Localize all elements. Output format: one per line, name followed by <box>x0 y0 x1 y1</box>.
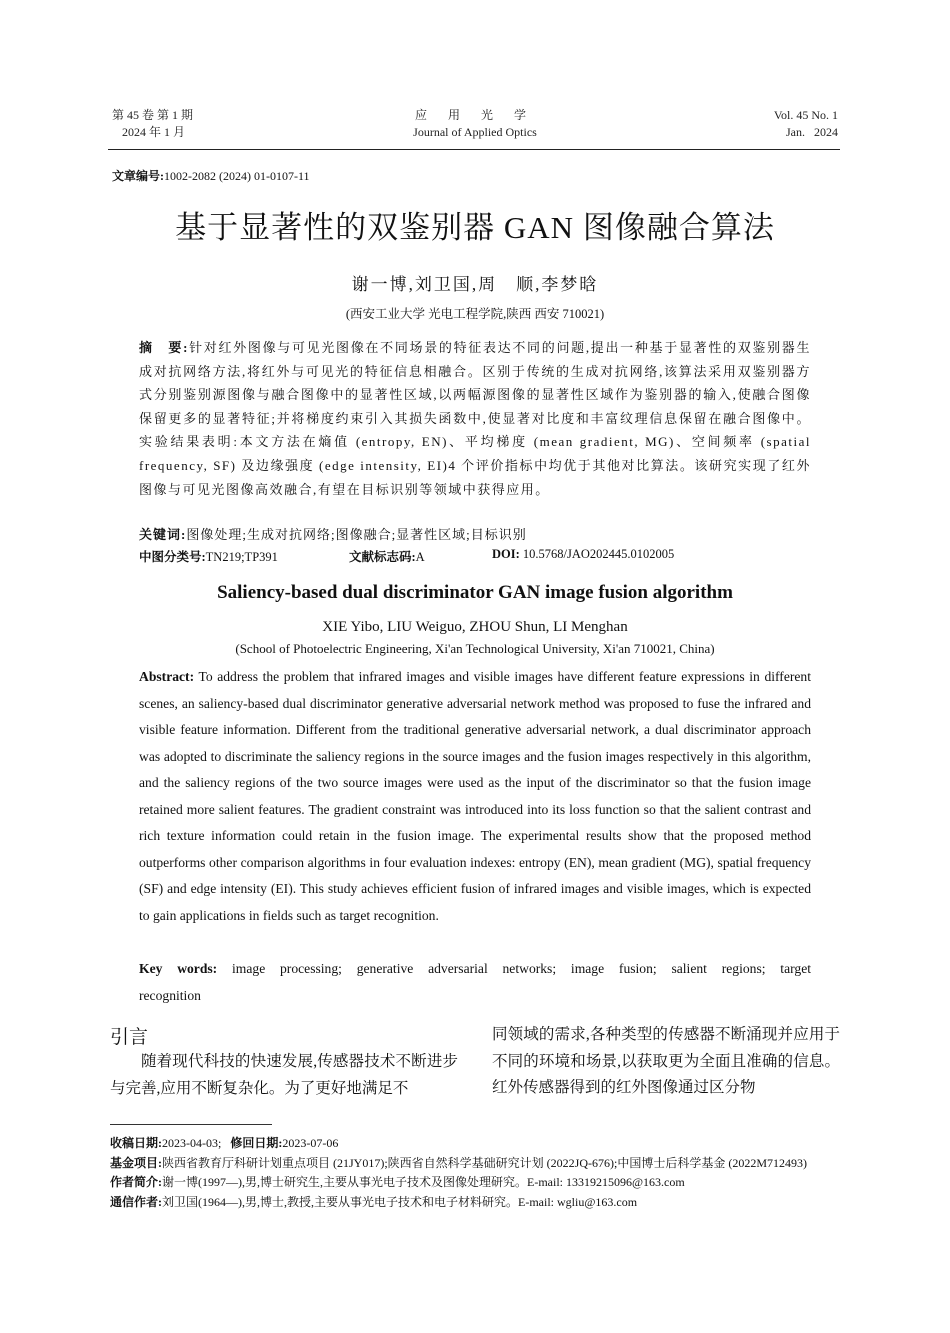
section-title-intro: 引言 <box>110 1026 149 1048</box>
doc-code-value: A <box>415 550 425 564</box>
revised-value: 2023-07-06 <box>282 1136 339 1150</box>
keywords-en-label: Key words: <box>139 961 218 976</box>
doc-code-label: 文献标志码: <box>349 550 416 564</box>
keywords-cn-text: 图像处理;生成对抗网络;图像融合;显著性区域;目标识别 <box>186 527 527 542</box>
article-number-label: 文章编号: <box>112 169 164 183</box>
abstract-cn-text: 针对红外图像与可见光图像在不同场景的特征表达不同的问题,提出一种基于显著性的双鉴别器生成对抗网络方法,将红外与可见光的特征信息相融合。区别于传统的生成对抗网络,该算法采用双鉴别器方式分别鉴别源图像与融合图像中的显著性区域,以两幅源图像的显著性区域作为鉴别器的输入,使融合图像保留更多的显著特征;并将梯度约束引入其损失函数中,使显著对比度和丰富纹理信息保留在融合图像中。实验结果表明:本文方法在熵值 (entropy, EN)、平均梯度 (mean gradient, MG)、空间频率 (spatial frequency, SF) 及边缘强度 (edge intensity, EI)4 个评价指标中均优于其他对比算法。该研究实现了红外图像与可见光图像高效融合,有望在目标识别等领域中获得应用。 <box>139 340 811 497</box>
received-value: 2023-04-03; <box>162 1136 222 1150</box>
received-label: 收稿日期: <box>110 1136 162 1150</box>
doc-code-field <box>349 547 425 565</box>
abstract-cn <box>139 336 811 501</box>
clc-value: TN219;TP391 <box>205 550 278 564</box>
paper-title-en: Saliency-based dual discriminator GAN image fusion algorithm <box>217 582 733 603</box>
keywords-en <box>139 956 811 1009</box>
footnote-fund <box>110 1154 845 1174</box>
author-bio-label: 作者简介: <box>110 1175 162 1189</box>
clc-label: 中图分类号: <box>139 550 206 564</box>
journal-name-en: Journal of Applied Optics <box>413 125 537 139</box>
keywords-cn-label: 关键词: <box>139 527 187 542</box>
doi-value: 10.5768/JAO202445.0102005 <box>522 547 675 561</box>
footnotes <box>110 1134 845 1212</box>
header-date-cn: 2024 年 1 月 <box>122 125 186 139</box>
footnote-corresponding <box>110 1193 845 1213</box>
fund-label: 基金项目: <box>110 1155 162 1170</box>
footnote-rule <box>110 1124 272 1125</box>
header-right <box>774 107 838 141</box>
paper-title-cn: 基于显著性的双鉴别器 GAN 图像融合算法 <box>175 210 775 245</box>
header-volume-en: Vol. 45 No. 1 <box>773 108 838 122</box>
abstract-en-text: To address the problem that infrared images and visible images have different feature expressions in different scenes, an saliency-based dual discriminator generative adversarial network method was proposed to fuse the infrared and visible feature information. Different from the traditional generative adversarial network, a dual discriminator approach was adopted to discriminate the saliency regions in the source images and the fusion images respectively in this algorithm, and the saliency regions of the two source images were used as the input of the discriminator so that the fusion image retained more salient features. The gradient constraint was introduced into its loss function so that the salient contrast and rich texture information could retain in the fusion image. The experimental results show that the proposed method outperforms other comparison algorithms in four evaluation indexes: entropy (EN), mean gradient (MG), spatial frequency (SF) and edge intensity (EI). This study achieves efficient fusion of infrared images and visible images, which is expected to gain applications in fields such as target recognition. <box>139 669 811 923</box>
journal-name-cn: 应 用 光 学 <box>414 108 535 122</box>
abstract-en <box>139 664 811 929</box>
header-rule <box>108 149 840 150</box>
intro-right-column: 同领域的需求,各种类型的传感器不断涌现并应用于不同的环境和场景,以获取更为全面且准确的信息。红外传感器得到的红外图像通过区分物 <box>492 1026 840 1096</box>
corresponding-label: 通信作者: <box>110 1194 162 1209</box>
affiliation-cn: (西安工业大学 光电工程学院,陕西 西安 710021) <box>345 307 605 321</box>
revised-label: 修回日期: <box>230 1136 283 1150</box>
abstract-en-label: Abstract: <box>139 669 195 684</box>
affiliation-en: (School of Photoelectric Engineering, Xi'an Technological University, Xi'an 710021, China) <box>235 641 715 656</box>
clc-field <box>139 547 278 565</box>
intro-left-column: 随着现代科技的快速发展,传感器技术不断进步与完善,应用不断复杂化。为了更好地满足不 <box>110 1053 458 1097</box>
fund-value: 陕西省教育厅科研计划重点项目 (21JY017);陕西省自然科学基础研究计划 (2022JQ-676);中国博士后科学基金 (2022M712493) <box>162 1155 807 1170</box>
footnote-author <box>110 1173 845 1193</box>
article-number-value: 1002-2082 (2024) 01-0107-11 <box>164 169 310 183</box>
doi-field <box>492 547 674 562</box>
doi-label: DOI: <box>492 547 520 561</box>
header-volume-cn: 第 45 卷 第 1 期 <box>112 108 194 122</box>
authors-cn: 谢一博,刘卫国,周 顺,李梦晗 <box>351 275 599 294</box>
keywords-en-text: image processing; generative adversarial networks; image fusion; salient regions; target recognition <box>139 961 812 1003</box>
article-number <box>112 167 310 184</box>
keywords-cn <box>139 524 811 543</box>
abstract-cn-label: 摘 要: <box>139 340 189 355</box>
footnote-dates <box>110 1134 845 1154</box>
authors-en: XIE Yibo, LIU Weiguo, ZHOU Shun, LI Menghan <box>322 619 628 635</box>
author-bio-value: 谢一博(1997—),男,博士研究生,主要从事光电子技术及图像处理研究。E-mail: 13319215096@163.com <box>162 1175 685 1189</box>
header-date-en: Jan. 2024 <box>786 125 838 139</box>
corresponding-value: 刘卫国(1964—),男,博士,教授,主要从事光电子技术和电子材料研究。E-mail: wgliu@163.com <box>162 1194 638 1209</box>
